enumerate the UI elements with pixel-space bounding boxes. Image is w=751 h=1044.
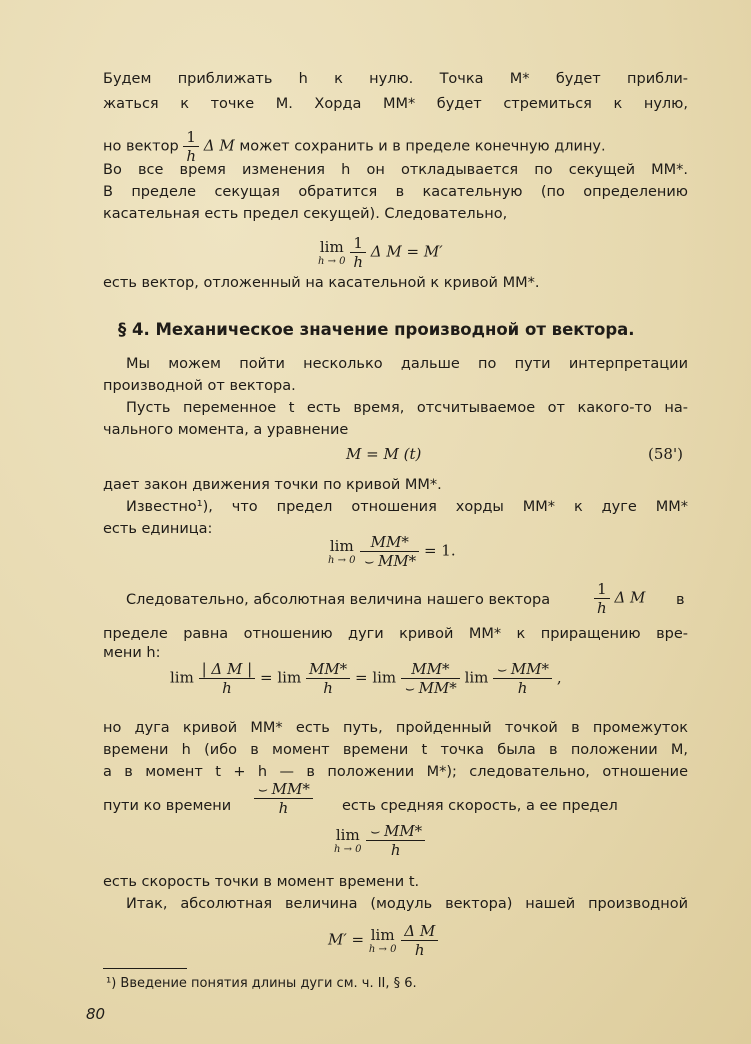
text-line: производной от вектора. <box>103 378 296 394</box>
denominator: h <box>353 253 363 271</box>
numerator: | Δ M | <box>199 660 256 679</box>
denominator: h <box>323 679 333 697</box>
text-line <box>126 592 550 608</box>
equation-lhs: M′ = <box>328 930 365 949</box>
section-title: § 4. Механическое значение производной от вектора. <box>118 320 635 339</box>
denominator: h <box>517 679 528 697</box>
lim-label: lim <box>170 668 194 687</box>
equation-limit-derivative <box>318 234 443 271</box>
text-line: есть вектор, отложенный на касательной к кривой MM*. <box>103 275 540 291</box>
equation-rhs: = 1. <box>423 541 456 560</box>
text-line: Мы можем пойти несколько дальше по пути интерпретации <box>126 356 688 372</box>
lim-subscript: h → 0 <box>368 944 397 955</box>
lim-label: lim <box>372 668 397 687</box>
numerator: 1 <box>594 580 610 599</box>
text-fragment: Следовательно, абсолютная величина нашего вектора <box>126 592 551 608</box>
lim-label: lim <box>370 926 395 944</box>
delta-m: Δ M <box>370 242 402 261</box>
denominator: h <box>390 841 401 859</box>
denominator: h <box>278 799 289 817</box>
delta-m: Δ M <box>614 588 646 607</box>
text-line <box>103 798 231 814</box>
text-fragment: но вектор <box>103 138 179 155</box>
text-line: Пусть переменное t есть время, отсчитываемое от какого-то на- <box>126 400 688 416</box>
equation-modulus-derivative <box>328 922 438 959</box>
numerator: ⌣ MM* <box>366 822 425 841</box>
text-line: но дуга кривой MM* есть путь, пройденный точкой в промежуток <box>103 720 688 736</box>
text-line <box>103 128 606 165</box>
equals-sign: = <box>260 668 273 687</box>
denominator: h <box>597 599 607 617</box>
text-line: В пределе секущая обратится в касательную (по определению <box>103 184 688 200</box>
equation-chord-arc-limit <box>328 533 456 570</box>
footnote: ¹) Введение понятия длины дуги см. ч. II, § 6. <box>106 976 417 991</box>
text-line: касательная есть предел секущей). Следовательно, <box>103 206 508 222</box>
text-line: времени h (ибо в момент времени t точка была в положении M, <box>103 742 688 758</box>
lim-subscript: h → 0 <box>328 555 356 566</box>
equation-motion-law: M = M (t) <box>346 445 422 463</box>
numerator: ⌣ MM* <box>254 780 313 799</box>
text-line: Будем приближать h к нулю. Точка M* будет прибли- <box>103 71 688 87</box>
equation-speed-decomposition <box>170 660 562 697</box>
page-number: 80 <box>86 1005 106 1023</box>
text-fragment: в <box>676 592 685 608</box>
text-fragment: пути ко времени <box>103 798 232 814</box>
equation-number: (58') <box>648 445 683 463</box>
numerator: MM* <box>360 533 419 552</box>
inline-formula <box>183 128 234 165</box>
text-line: есть скорость точки в момент времени t. <box>103 874 420 890</box>
numerator: ⌣ MM* <box>493 660 552 679</box>
text-line: пределе равна отношению дуги кривой MM* к приращению вре- <box>103 626 688 642</box>
numerator: 1 <box>183 128 199 147</box>
text-line: а в момент t + h — в положении M*); следовательно, отношение <box>103 764 688 780</box>
denominator: h <box>414 941 425 959</box>
inline-formula <box>254 780 313 817</box>
text-line: Известно¹), что предел отношения хорды MM* к дуге MM* <box>126 499 688 515</box>
numerator: 1 <box>350 234 366 253</box>
denominator: ⌣ MM* <box>363 552 417 570</box>
denominator: h <box>186 147 196 165</box>
text-line: есть единица: <box>103 521 213 537</box>
lim-label: lim <box>329 537 354 555</box>
text-fragment: может сохранить и в пределе конечную длину. <box>239 138 606 155</box>
inline-formula <box>594 580 645 617</box>
lim-label: lim <box>464 668 489 687</box>
text-line: мени h: <box>103 645 161 661</box>
equals-sign: = <box>354 668 368 687</box>
numerator: MM* <box>306 660 350 679</box>
text-line: жаться к точке M. Хорда MM* будет стремиться к нулю, <box>103 96 688 112</box>
lim-subscript: h → 0 <box>318 256 346 267</box>
lim-label: lim <box>319 238 344 256</box>
denominator: h <box>222 679 232 697</box>
lim-subscript: h → 0 <box>334 844 362 855</box>
equation-rhs: = M′ <box>406 242 443 261</box>
footnote-rule <box>103 968 187 969</box>
delta-m: Δ M <box>203 136 235 155</box>
text-line: чального момента, а уравнение <box>103 422 349 438</box>
text-line: дает закон движения точки по кривой MM*. <box>103 477 442 493</box>
text-fragment: есть средняя скорость, а ее предел <box>342 798 618 814</box>
lim-label: lim <box>277 668 302 687</box>
lim-label: lim <box>335 826 360 844</box>
denominator: ⌣ MM* <box>403 679 457 697</box>
numerator: Δ M <box>401 922 438 941</box>
text-line: Во все время изменения h он откладывается по секущей MM*. <box>103 162 688 178</box>
numerator: MM* <box>401 660 460 679</box>
equation-speed-limit <box>334 822 425 859</box>
text-line: Итак, абсолютная величина (модуль вектора) нашей производной <box>126 896 688 912</box>
comma: , <box>556 668 562 687</box>
